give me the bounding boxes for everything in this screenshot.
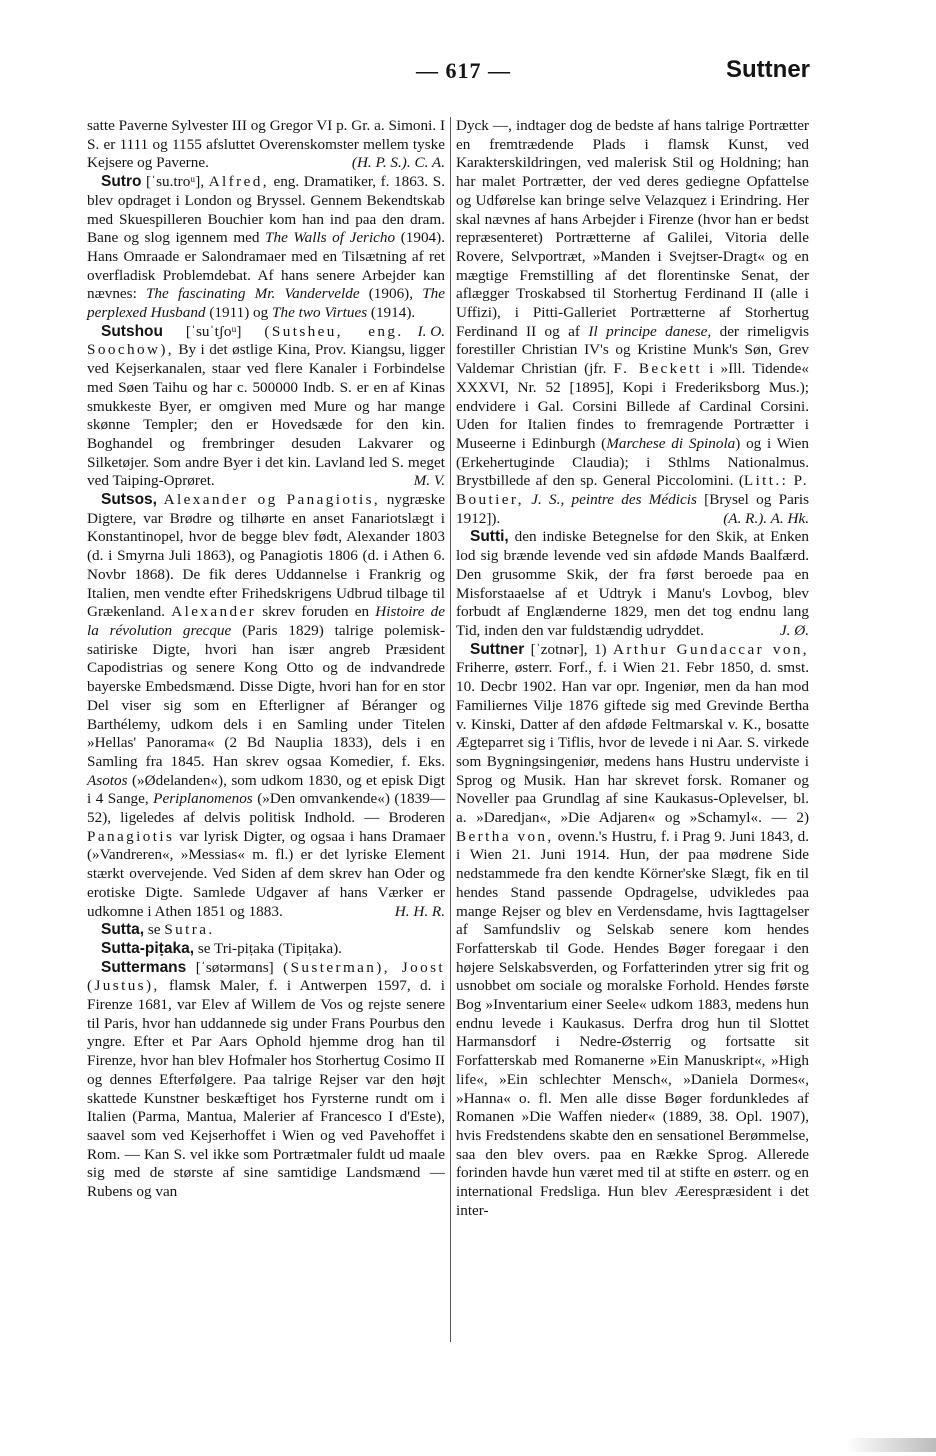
entry-suttner: Suttner [ˈzotnər], 1) Arthur Gundaccar von, Friherre, østerr. Forf., f. i Wien 21. Febr 1850, d. smst. 10. Decbr 1902. Han var opr. Ingeniør, men da han mod Familiernes Vilje 1876 giftede sig med Grevinde Bertha v. Kinski, Datter af den afdøde Feltmarskal v. K., bosatte Ægteparret sig i Tiflis, hvor de levede i ni Aar. S. virkede som Bygningsingeniør, medens hans Hustru underviste i Sprog og Musik. Han har skrevet forsk. Romaner og Noveller paa Grundlag af sine Kaukasus-Oplevelser, bl. a. »Daredjan«, »Die Adjaren« og »Schamyl«. — 2) Bertha von, ovenn.'s Hustru, f. i Prag 9. Juni 1843, d. i Wien 21. Juni 1914. Hun, der paa mødrene Side nedstammede fra den kendte Körner'ske Slægt, fik en til hendes Stand passende Opdragelse, udvikledes paa mange Rejser og blev en Verdensdame, hvis Iagttagelser af Samfundsliv og Selskab senere kom hendes Forfatterskab til Gode. Hendes Bøger foregaar i den højere Selskabsverden, og Forfatterinden ytrer sig frit og usnobbet om sociale og moralske Forhold. Hendes første Bog »Inventarium einer Seele« udkom 1883, medens hun endnu levede i Kaukasus. Derfra drog hun til Slottet Harmansdorf i Nedre-Østerrig og fortsatte sit Forfatterskab med Romanerne »Ein Manuskript«, »High life«, »Ein schlechter Mensch«, »Daniela Dormes«, »Hanna« o. fl. Men alle disse Bøger fordunkledes af Romanen »Die Waffen nieder« (1889, 38. Opl. 1907), hvis Fredstendens skabte den en sensationel Berømmelse, saa den blev overs. paa en Række Sprog. Allerede forinden havde hun været med til at stifte en østerr. og en international Fredsliga. Hun blev Æerespræsident i det inter-	[456, 640, 810, 1219]
signature: (A. R.). A. Hk.	[723, 509, 809, 527]
headword: Sutti,	[470, 528, 509, 546]
headword: Suttermans	[101, 958, 187, 976]
entry-suttermans: Suttermans [ˈsøtərmɑns] (Susterman), Joost (Justus), flamsk Maler, f. i Antwerpen 1597, d. i Firenze 1681, var Elev af Willem de Vos og rejste senere til Paris, hvor han uddannede sig under Frans Pourbus den yngre. Efter et Par Aars Ophold hjemme drog han til Firenze, hvor han blev Hofmaler hos Storhertug Cosimo II og dennes Efterfølgere. Paa talrige Rejser var den højt skattede Kunstner beskæftiget hos Fyrsterne rundt om i Italien (Parma, Mantua, Malerier af Francesco I d'Este), saavel som ved Kejserhoffet i Wien og ved Pavehoffet i Rom. — Kan S. vel ikke som Portrætmaler fuldt ud maale sig med de største af sine samtidige Landsmænd — Rubens og van	[87, 958, 446, 1201]
signature: (H. P. S.). C. A.	[351, 154, 445, 172]
scan-smudge	[846, 1438, 936, 1452]
headword: Sutta-piṭaka,	[101, 939, 195, 957]
running-head: Suttner	[726, 56, 810, 83]
right-column	[456, 117, 809, 1220]
entry-sutro: Sutro [ˈsu.troᵘ], Alfred, eng. Dramatiker, f. 1863. S. blev opdraget i London og Bryssel. Gennem Bekendtskab med Skuespilleren Bouchier kom han ind paa den dram. Bane og slog igennem med The Walls of Jericho (1904). Hans Omraade er Salondramaer med en Tilsætning af ret overfladisk Problemdebat. Af hans senere Arbejder kan nævnes: The fascinating Mr. Vandervelde (1906), The perplexed Husband (1911) og The two Virtues (1914). I. O.	[87, 173, 446, 340]
signature: J. Ø.	[779, 621, 809, 639]
signature: H. H. R.	[394, 902, 445, 920]
entry-sutta: Sutta, se Sutra.	[101, 921, 215, 939]
entry-sutshou: Sutshou [ˈsuˈtʃoᵘ] (Sutsheu, eng. Soochow), By i det østlige Kina, Prov. Kiangsu, ligger ved Kejserkanalen, staar ved flere Kanaler i Forbindelse med Søen Taihu og har c. 500000 Indb. S. er en af Kinas smukkeste Byer, er omgiven med Mure og har mange skønne Templer; den er Hovedsæde for den kin. Boghandel og frembringer desuden Lakvarer og Silketøjer. Som andre Byer i det kin. Lavland led S. meget ved Taiping-Oprøret. M. V.	[87, 322, 445, 490]
left-column	[87, 117, 445, 1202]
headword: Sutta,	[101, 921, 145, 939]
entry-sutsos: Sutsos, Alexander og Panagiotis, nygræske Digtere, var Brødre og tilhørte en anset Fanariotslægt i Konstantinopel, hvor de begge blev født, Alexander 1803 (d. i Smyrna Juli 1863), og Panagiotis 1806 (d. i Athen 6. Novbr 1868). De fik deres Uddannelse i Frankrig og Italien, men vendte efter Frihedskrigens Udbrud tilbage til Grækenland. Alexander skrev foruden en Histoire de la révolution grecque (Paris 1829) talrige polemisk-satiriske Digte, hvori han især angreb Præsident Capodistrias og senere Kong Otto og de indvandrede bayerske Embedsmænd. Disse Digte, hvori han for en stor Del viser sig som en Efterligner af Béranger og Barthélemy, udkom dels i en Samling under Titelen »Hellas' Panorama« (2 Bd Nauplia 1833), dels i en Samling fra 1845. Han skrev ogsaa Komedier, f. Eks. Asotos (»Ødelanden«), som udkom 1830, og et episk Digt i 4 Sange, Periplanomenos (»Den omvankende«) (1839—52), ligeledes af delvis politisk Indhold. — Broderen Panagiotis var lyrisk Digter, og ogsaa i hans Dramaer (»Vandreren«, »Messias« m. fl.) er det lyriske Element stærkt overvejende. Ved Siden af dem skrev han Oder og erotiske Digte. Samlede Udgaver af hans Værker er udkomne i Athen 1851 og 1883. H. H. R.	[87, 491, 446, 920]
column-divider	[450, 117, 451, 1342]
page-header	[86, 58, 810, 90]
page-number: — 617 —	[416, 58, 511, 83]
entry-sutti: Sutti, den indiske Betegnelse for den Skik, at Enken lod sig brænde levende ved sin afdøde Mands Baalfærd. Den grusomme Skik, der fra først beroede paa en Misforstaaelse af et Udtryk i Manu's Lovbog, blev forbudt af Englænderne 1829, men det tog endnu lang Tid, inden den var fuldstændig udryddet. J. Ø.	[456, 528, 810, 639]
entry-sutta-pitaka: Sutta-piṭaka, se Tri-piṭaka (Tipiṭaka).	[101, 939, 342, 957]
entry-continuation: satte Paverne Sylvester III og Gregor VI p. Gr. a. Simoni. I S. er 1111 og 1155 afsluttet Overenskomster mellem tyske Kejsere og Paverne. (H. P. S.). C. A.	[87, 117, 445, 172]
headword: Suttner	[470, 640, 525, 658]
entry-continuation: Dyck —, indtager dog de bedste af hans talrige Portrætter en fremtrædende Plads i flamsk Kunst, ved Karakterskildringen, ved malerisk Stil og Holdning; han har malet Portrætter, der ved deres gediegne Opfattelse og Udførelse kan bringe selve Velazquez i Erindring. Her skal nævnes af hans Arbejder i Firenze (hvor han er bedst repræsenteret) Portrætterne af Galilei, Vitoria delle Rovere, Selvportræt, »Manden i Svejtser-Dragt« og en mægtige Fremstilling af det florentinske Senat, der aflægger Troskabsed til Storhertug Ferdinand II (alle i Uffizi), i Pitti-Galleriet Portrætterne af Storhertug Ferdinand II og af Il principe danese, der rimeligvis forestiller Christian IV's og Kristine Munk's Søn, Grev Valdemar Christian (jfr. F. Beckett i »Ill. Tidende« XXXVI, Nr. 52 [1895], Kopi i Frederiksborg Mus.); endvidere i Gal. Corsini Billede af Cardinal Corsini. Uden for Italien findes to fremragende Portrætter i Museerne i Edinburgh (Marchese di Spinola) og i Wien (Erkehertuginde Claudia); i Sthlms Nationalmus. Brystbillede af den sp. General Piccolomini. (Litt.: P. Boutier, J. S., peintre des Médicis [Brysel og Paris 1912]). (A. R.). A. Hk.	[456, 117, 810, 527]
headword: Sutshou	[101, 322, 163, 340]
signature: I. O.	[417, 322, 445, 340]
headword: Sutsos,	[101, 491, 157, 509]
headword: Sutro	[101, 173, 142, 191]
signature: M. V.	[413, 472, 445, 490]
